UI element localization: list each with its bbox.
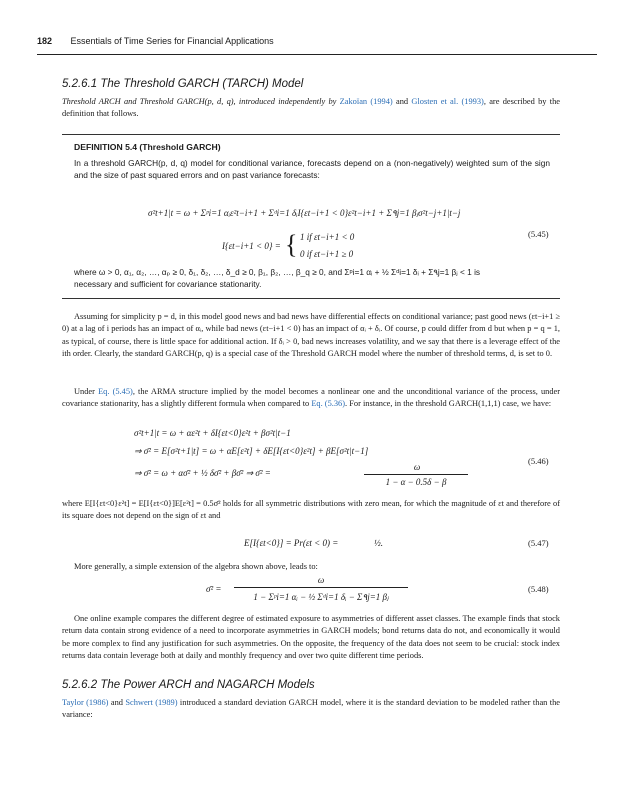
running-title: Essentials of Time Series for Financial Applications [70,36,274,46]
section-2-intro [62,697,560,722]
equation-5-47: E[I{εt<0}] = Pr(εt < 0) = [244,538,339,548]
page-number: 182 [37,36,53,46]
indicator-case-1: 1 if εt−i+1 < 0 [300,232,355,242]
intro-suffix: , are described by the definition that follows. [62,97,560,119]
definition-where-1: where ω > 0, α₁, α₂, …, αₚ ≥ 0, δ₁, δ₂, …, δ_d ≥ 0, β₁, β₂, …, β_q ≥ 0, and Σᵖi=1 αᵢ + ½ Σᵈi=1 δᵢ + Σ۹j=1 βⱼ < 1 is [74,267,481,277]
equation-5-46-line-3: ⇒ σ̄² = ω + ασ̄² + ½ δσ̄² + βσ̄² ⇒ σ̄² = [134,468,271,478]
paragraph-good-bad-news: Assuming for simplicity p = d, in this model good news and bad news have differential effects on conditional variance; past good news (εt−i+1 ≥ 0) at a lag of i periods has an impact of αᵢ, while bad news (εt−i+1 < 0) has an impact of αᵢ + δᵢ. Of course, p could differ from d but when p = q = 1, as typical, of course, there is little space for additional action. If δᵢ > 0, bad news increases volatility, and we say that there is a leverage effect of the ith order. Clearly, the standard GARCH(p, q) is a special case of the Threshold GARCH model where the number of threshold terms, d, is set to 0. [62,312,560,358]
equation-5-46-numerator: ω [413,462,421,472]
equation-number-5-46: (5.46) [528,456,549,466]
section-2-mid: and [108,698,126,707]
equation-number-5-45: (5.45) [528,229,549,239]
equation-5-48-fraction-bar [234,587,408,588]
para2-b: , the ARMA structure implied by the model becomes a nonlinear one and the unconditional variance of the process, under covariance stationarity, has a slightly different formula when compared to [62,387,561,409]
section-2-text: introduced a standard deviation GARCH model, where it is the standard deviation to be modeled rather than the variance: [62,698,560,720]
equation-5-48-numerator: ω [317,575,325,585]
ref-glosten-year[interactable]: (1993) [461,97,484,106]
ref-eq-5-36[interactable]: Eq. (5.36) [311,399,346,409]
equation-number-5-48: (5.48) [528,584,549,594]
equation-5-46-line-2: ⇒ σ̄² = E[σ²t+1|t] = ω + αE[ε²t] + δE[I{εt<0}ε²t] + βE[σ²t|t−1] [134,446,369,456]
equation-5-47-fraction: ½. [374,538,383,548]
indicator-lhs: I{εt−i+1 < 0} = [222,241,281,251]
ref-taylor[interactable]: Taylor (1986) [62,698,109,707]
definition-title: DEFINITION 5.4 (Threshold GARCH) [74,142,221,152]
definition-where-2: necessary and sufficient for covariance stationarity. [74,279,262,289]
equation-5-46-fraction-bar [364,474,468,475]
equation-5-48-lhs: σ̄² = [206,584,222,594]
paragraph-symmetric: where E[I{εt<0}ε²t] = E[I{εt<0}]E[ε²t] = 0.5σ̄² holds for all symmetric distributions with zero mean, for which the magnitude of εt and therefore of its square does not depend on the sign of εt and [62,499,560,521]
indicator-case-2: 0 if εt−i+1 ≥ 0 [300,249,354,259]
ref-zakoian[interactable]: Zakoïan (1994) [339,97,393,106]
equation-5-48-denominator: 1 − Σᵖi=1 αᵢ − ½ Σᵈi=1 δᵢ − Σ۹j=1 βⱼ [253,592,389,602]
ref-glosten[interactable]: Glosten et al. [411,97,459,106]
paragraph-online-example: One online example compares the different degree of estimated exposure to asymmetries of different asset classes. The example finds that stock return data contain strong evidence of a need to incorporate asymmetries in GARCH models; bond returns data do not, and economically it would be more complex to find any justification for such asymmetries. On the opposite, the frequency of the data does not seem to be crucial: stock index returns data contain leverage both at daily and monthly frequency and over two quite different time periods. [62,614,560,660]
intro-prefix: Threshold ARCH and Threshold GARCH(p, d, q), introduced independently by [62,97,340,106]
para2-c: . For instance, in the threshold GARCH(1,1,1) case, we have: [345,399,552,409]
equation-number-5-47: (5.47) [528,538,549,548]
equation-5-46-denominator: 1 − α − 0.5δ − β [385,477,447,487]
equation-5-45-main: σ²t+1|t = ω + Σᵖi=1 αᵢε²t−i+1 + Σᵈi=1 δᵢI{εt−i+1 < 0}ε²t−i+1 + Σ۹j=1 βⱼσ²t−j+1|t−j [148,208,461,218]
section-title-tarch: 5.2.6.1 The Threshold GARCH (TARCH) Model [62,78,304,90]
definition-box [62,134,560,299]
ref-schwert[interactable]: Schwert (1989) [125,698,178,707]
paragraph-generalization: More generally, a simple extension of the algebra shown above, leads to: [74,562,318,571]
header-rule [37,54,597,55]
intro-mid: and [392,97,412,106]
running-header [37,34,597,48]
ref-eq-5-45[interactable]: Eq. (5.45) [98,387,133,396]
definition-text: In a threshold GARCH(p, d, q) model for conditional variance, forecasts depend on a (non-negatively) weighted sum of the sign and the size of past squared errors and on past variance forecasts: [74,158,550,180]
section-title-power-arch: 5.2.6.2 The Power ARCH and NAGARCH Models [62,679,315,691]
section-intro [62,96,560,121]
equation-5-46-line-1: σ²t+1|t = ω + αε²t + δI{εt<0}ε²t + βσ²t|t−1 [134,428,291,438]
para2-a: Under [74,387,99,396]
cases-brace: { [285,230,298,259]
paragraph-arma-structure [62,386,560,411]
